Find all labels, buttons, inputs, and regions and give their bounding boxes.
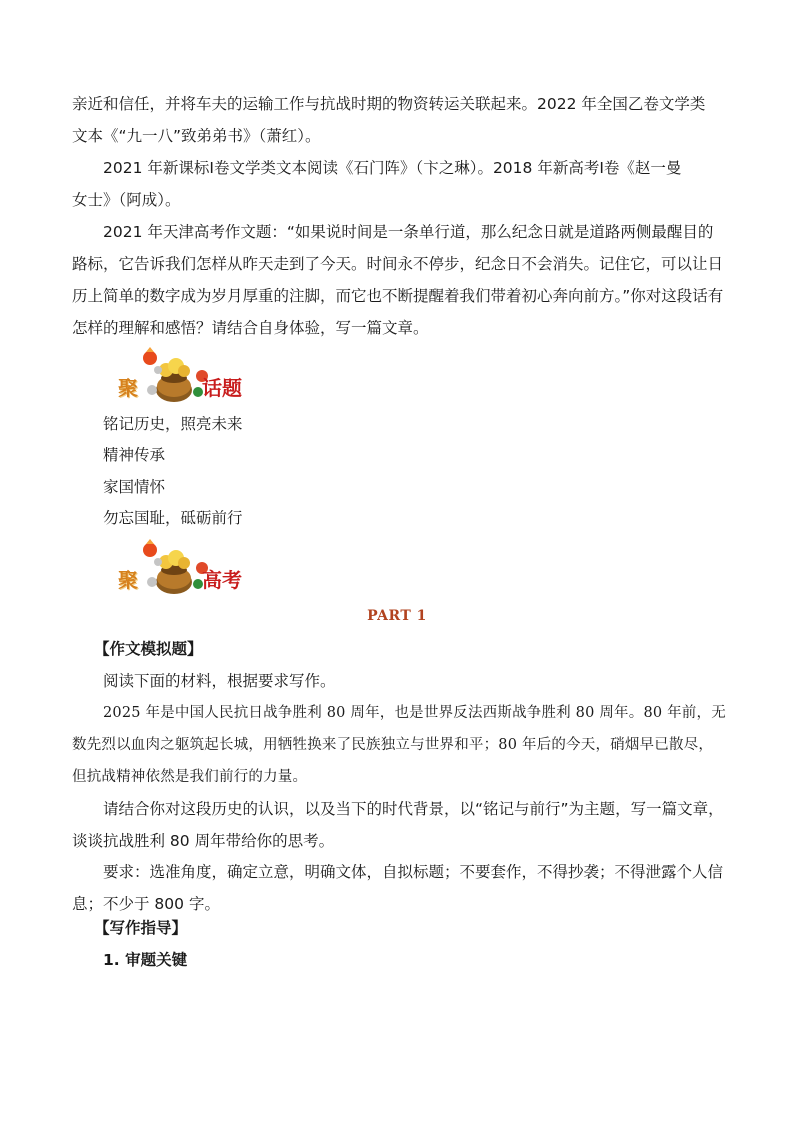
part-label: PART 1 — [367, 608, 427, 624]
writing-guide-heading: 【写作指导】 — [94, 919, 188, 937]
intro-line-1: 亲近和信任，并将车夫的运输工作与抗战时期的物资转运关联起来。2022 年全国乙卷文学类 — [72, 95, 706, 113]
intro-line-2: 文本《“九一八”致弟弟书》（萧红）。 — [72, 127, 321, 145]
exam-section-left-char: 聚 — [118, 568, 138, 592]
intro-para-2-line-1: 2021 年新课标Ⅰ卷文学类文本阅读《石门阵》（卞之琳）。2018 年新高考Ⅰ卷《赵一曼 — [103, 159, 682, 177]
guide-subheading-1: 1. 审题关键 — [103, 951, 188, 969]
exam-section-header — [118, 538, 278, 598]
mock-question-heading: 【作文模拟题】 — [94, 640, 203, 658]
mock-instruction: 阅读下面的材料，根据要求写作。 — [103, 672, 336, 690]
topic-item: 家国情怀 — [103, 478, 166, 496]
topic-section-label: 话题 — [202, 376, 242, 400]
topic-section-header — [118, 346, 278, 406]
topic-section-left-char: 聚 — [118, 376, 138, 400]
mock-task: 请结合你对这段历史的认识，以及当下的时代背景，以“铭记与前行”为主题，写一篇文章，谈谈抗战胜利 80 周年带给你的思考。 — [72, 800, 724, 850]
topic-item: 铭记历史，照亮未来 — [103, 415, 243, 433]
mock-requirements: 要求：选准角度，确定立意，明确文体，自拟标题；不要套作，不得抄袭；不得泄露个人信息；不少于 800 字。 — [72, 863, 724, 913]
exam-section-label: 高考 — [202, 568, 242, 592]
mock-material: 2025 年是中国人民抗日战争胜利 80 周年，也是世界反法西斯战争胜利 80 周年。80 年前，无数先烈以血肉之躯筑起长城，用牺牲换来了民族独立与世界和平；80 年后的今天，硝烟早已散尽，但抗战精神依然是我们前行的力量。 — [72, 705, 726, 785]
intro-para-2-line-2: 女士》（阿成）。 — [72, 191, 181, 209]
topic-item: 勿忘国耻，砥砺前行 — [103, 509, 243, 527]
tianjin-prompt-paragraph: 2021 年天津高考作文题：“如果说时间是一条单行道，那么纪念日就是道路两侧最醒目的路标，它告诉我们怎样从昨天走到了今天。时间永不停步，纪念日不会消失。记住它，可以让日历上简单的数字成为岁月厚重的注脚，而它也不断提醒着我们带着初心奔向前方。”你对这段话有怎样的理解和感悟？请结合自身体验，写一篇文章。 — [72, 223, 724, 337]
topic-item: 精神传承 — [103, 446, 166, 464]
